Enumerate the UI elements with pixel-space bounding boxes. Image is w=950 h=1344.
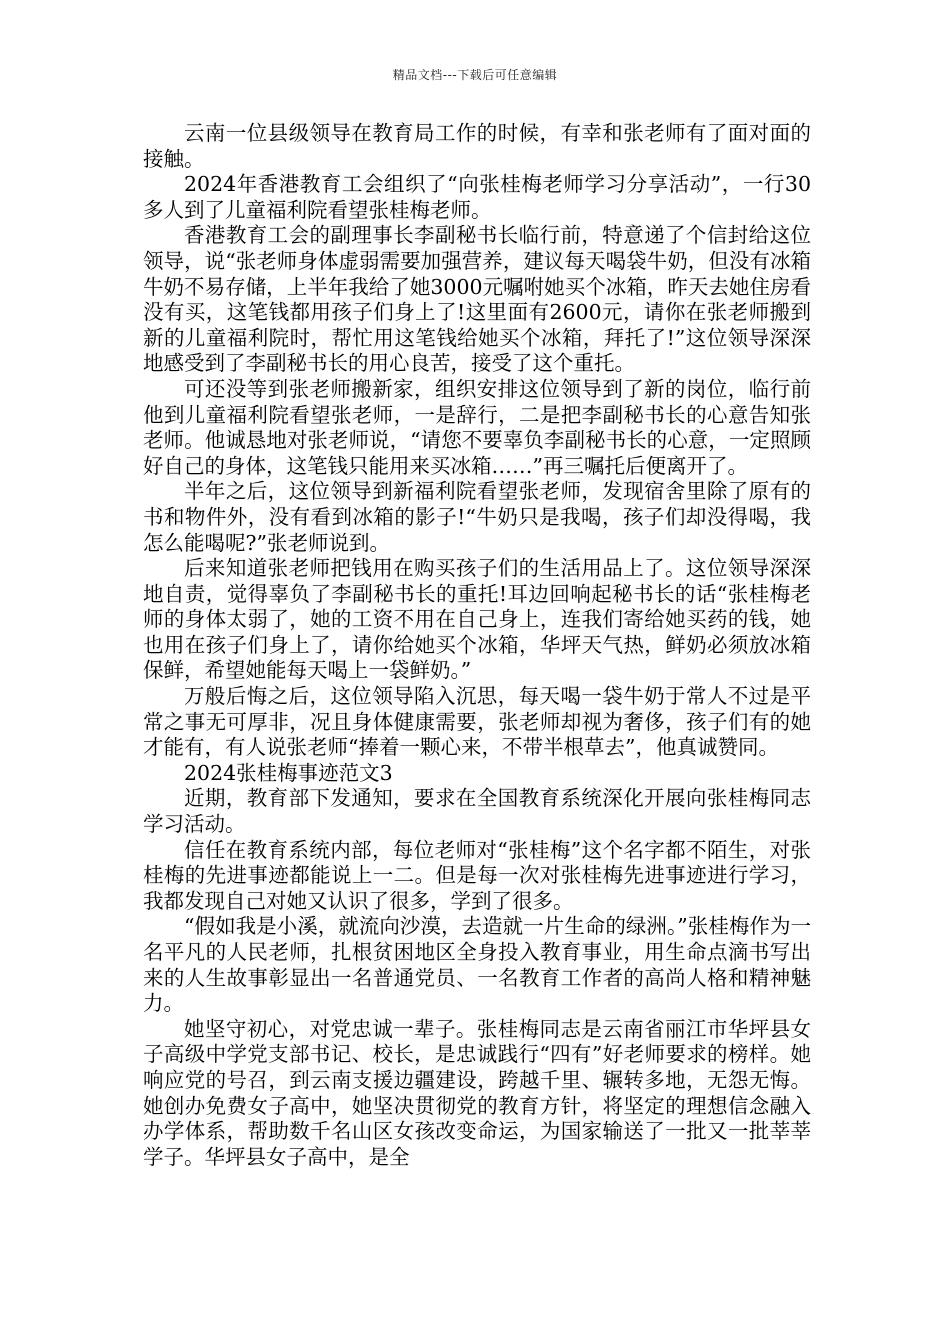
paragraph: 她坚守初心，对党忠诚一辈子。张桂梅同志是云南省丽江市华坪县女子高级中学党支部书记、校长，是忠诚践行“四有”好老师要求的榜样。她响应党的号召，到云南支援边疆建设，跨越千里、辗转多地，无怨无悔。她创办免费女子高中，她坚决贯彻党的教育方针，将坚定的理想信念融入办学体系，帮助数千名山区女孩改变命运，为国家输送了一批又一批莘莘学子。华坪县女子高中，是全 — [143, 1016, 811, 1169]
page-header: 精品文档---下载后可任意编辑 — [392, 68, 558, 82]
document-body — [143, 121, 811, 1170]
paragraph: “假如我是小溪，就流向沙漠，去造就一片生命的绿洲。”张桂梅作为一名平凡的人民老师，扎根贫困地区全身投入教育事业，用生命点滴书写出来的人生故事彰显出一名普通党员、一名教育工作者的高尚人格和精神魅力。 — [143, 914, 811, 1016]
paragraph: 后来知道张老师把钱用在购买孩子们的生活用品上了。这位领导深深地自责，觉得辜负了李副秘书长的重托!耳边回响起秘书长的话“张桂梅老师的身体太弱了，她的工资不用在自己身上，连我们寄给她买药的钱，她也用在孩子们身上了，请你给她买个冰箱，华坪天气热，鲜奶必须放冰箱保鲜，希望她能每天喝上一袋鲜奶。” — [143, 556, 811, 683]
paragraph: 近期，教育部下发通知，要求在全国教育系统深化开展向张桂梅同志学习活动。 — [143, 786, 811, 837]
paragraph: 半年之后，这位领导到新福利院看望张老师，发现宿舍里除了原有的书和物件外，没有看到冰箱的影子!“牛奶只是我喝，孩子们却没得喝，我怎么能喝呢?”张老师说到。 — [143, 479, 811, 555]
paragraph: 可还没等到张老师搬新家，组织安排这位领导到了新的岗位，临行前他到儿童福利院看望张老师，一是辞行，二是把李副秘书长的心意告知张老师。他诚恳地对张老师说，“请您不要辜负李副秘书长的心意，一定照顾好自己的身体，这笔钱只能用来买冰箱……”再三嘱托后便离开了。 — [143, 376, 811, 478]
paragraph: 香港教育工会的副理事长李副秘书长临行前，特意递了个信封给这位领导，说“张老师身体虚弱需要加强营养，建议每天喝袋牛奶，但没有冰箱牛奶不易存储，上半年我给了她3000元嘱咐她买个冰箱，昨天去她住房看没有买，这笔钱都用孩子们身上了!这里面有2600元，请你在张老师搬到新的儿童福利院时，帮忙用这笔钱给她买个冰箱，拜托了!”这位领导深深地感受到了李副秘书长的用心良苦，接受了这个重托。 — [143, 223, 811, 376]
paragraph: 2024年香港教育工会组织了“向张桂梅老师学习分享活动”，一行30多人到了儿童福利院看望张桂梅老师。 — [143, 172, 811, 222]
paragraph: 信任在教育系统内部，每位老师对“张桂梅”这个名字都不陌生，对张桂梅的先进事迹都能说上一二。但是每一次对张桂梅先进事迹进行学习，我都发现自己对她又认识了很多，学到了很多。 — [143, 837, 811, 913]
section-heading: 2024张桂梅事迹范文3 — [184, 760, 393, 785]
paragraph: 云南一位县级领导在教育局工作的时候，有幸和张老师有了面对面的接触。 — [143, 121, 811, 171]
paragraph: 万般后悔之后，这位领导陷入沉思，每天喝一袋牛奶于常人不过是平常之事无可厚非，况且身体健康需要，张老师却视为奢侈，孩子们有的她才能有，有人说张老师“捧着一颗心来，不带半根草去”，他真诚赞同。 — [143, 684, 811, 760]
